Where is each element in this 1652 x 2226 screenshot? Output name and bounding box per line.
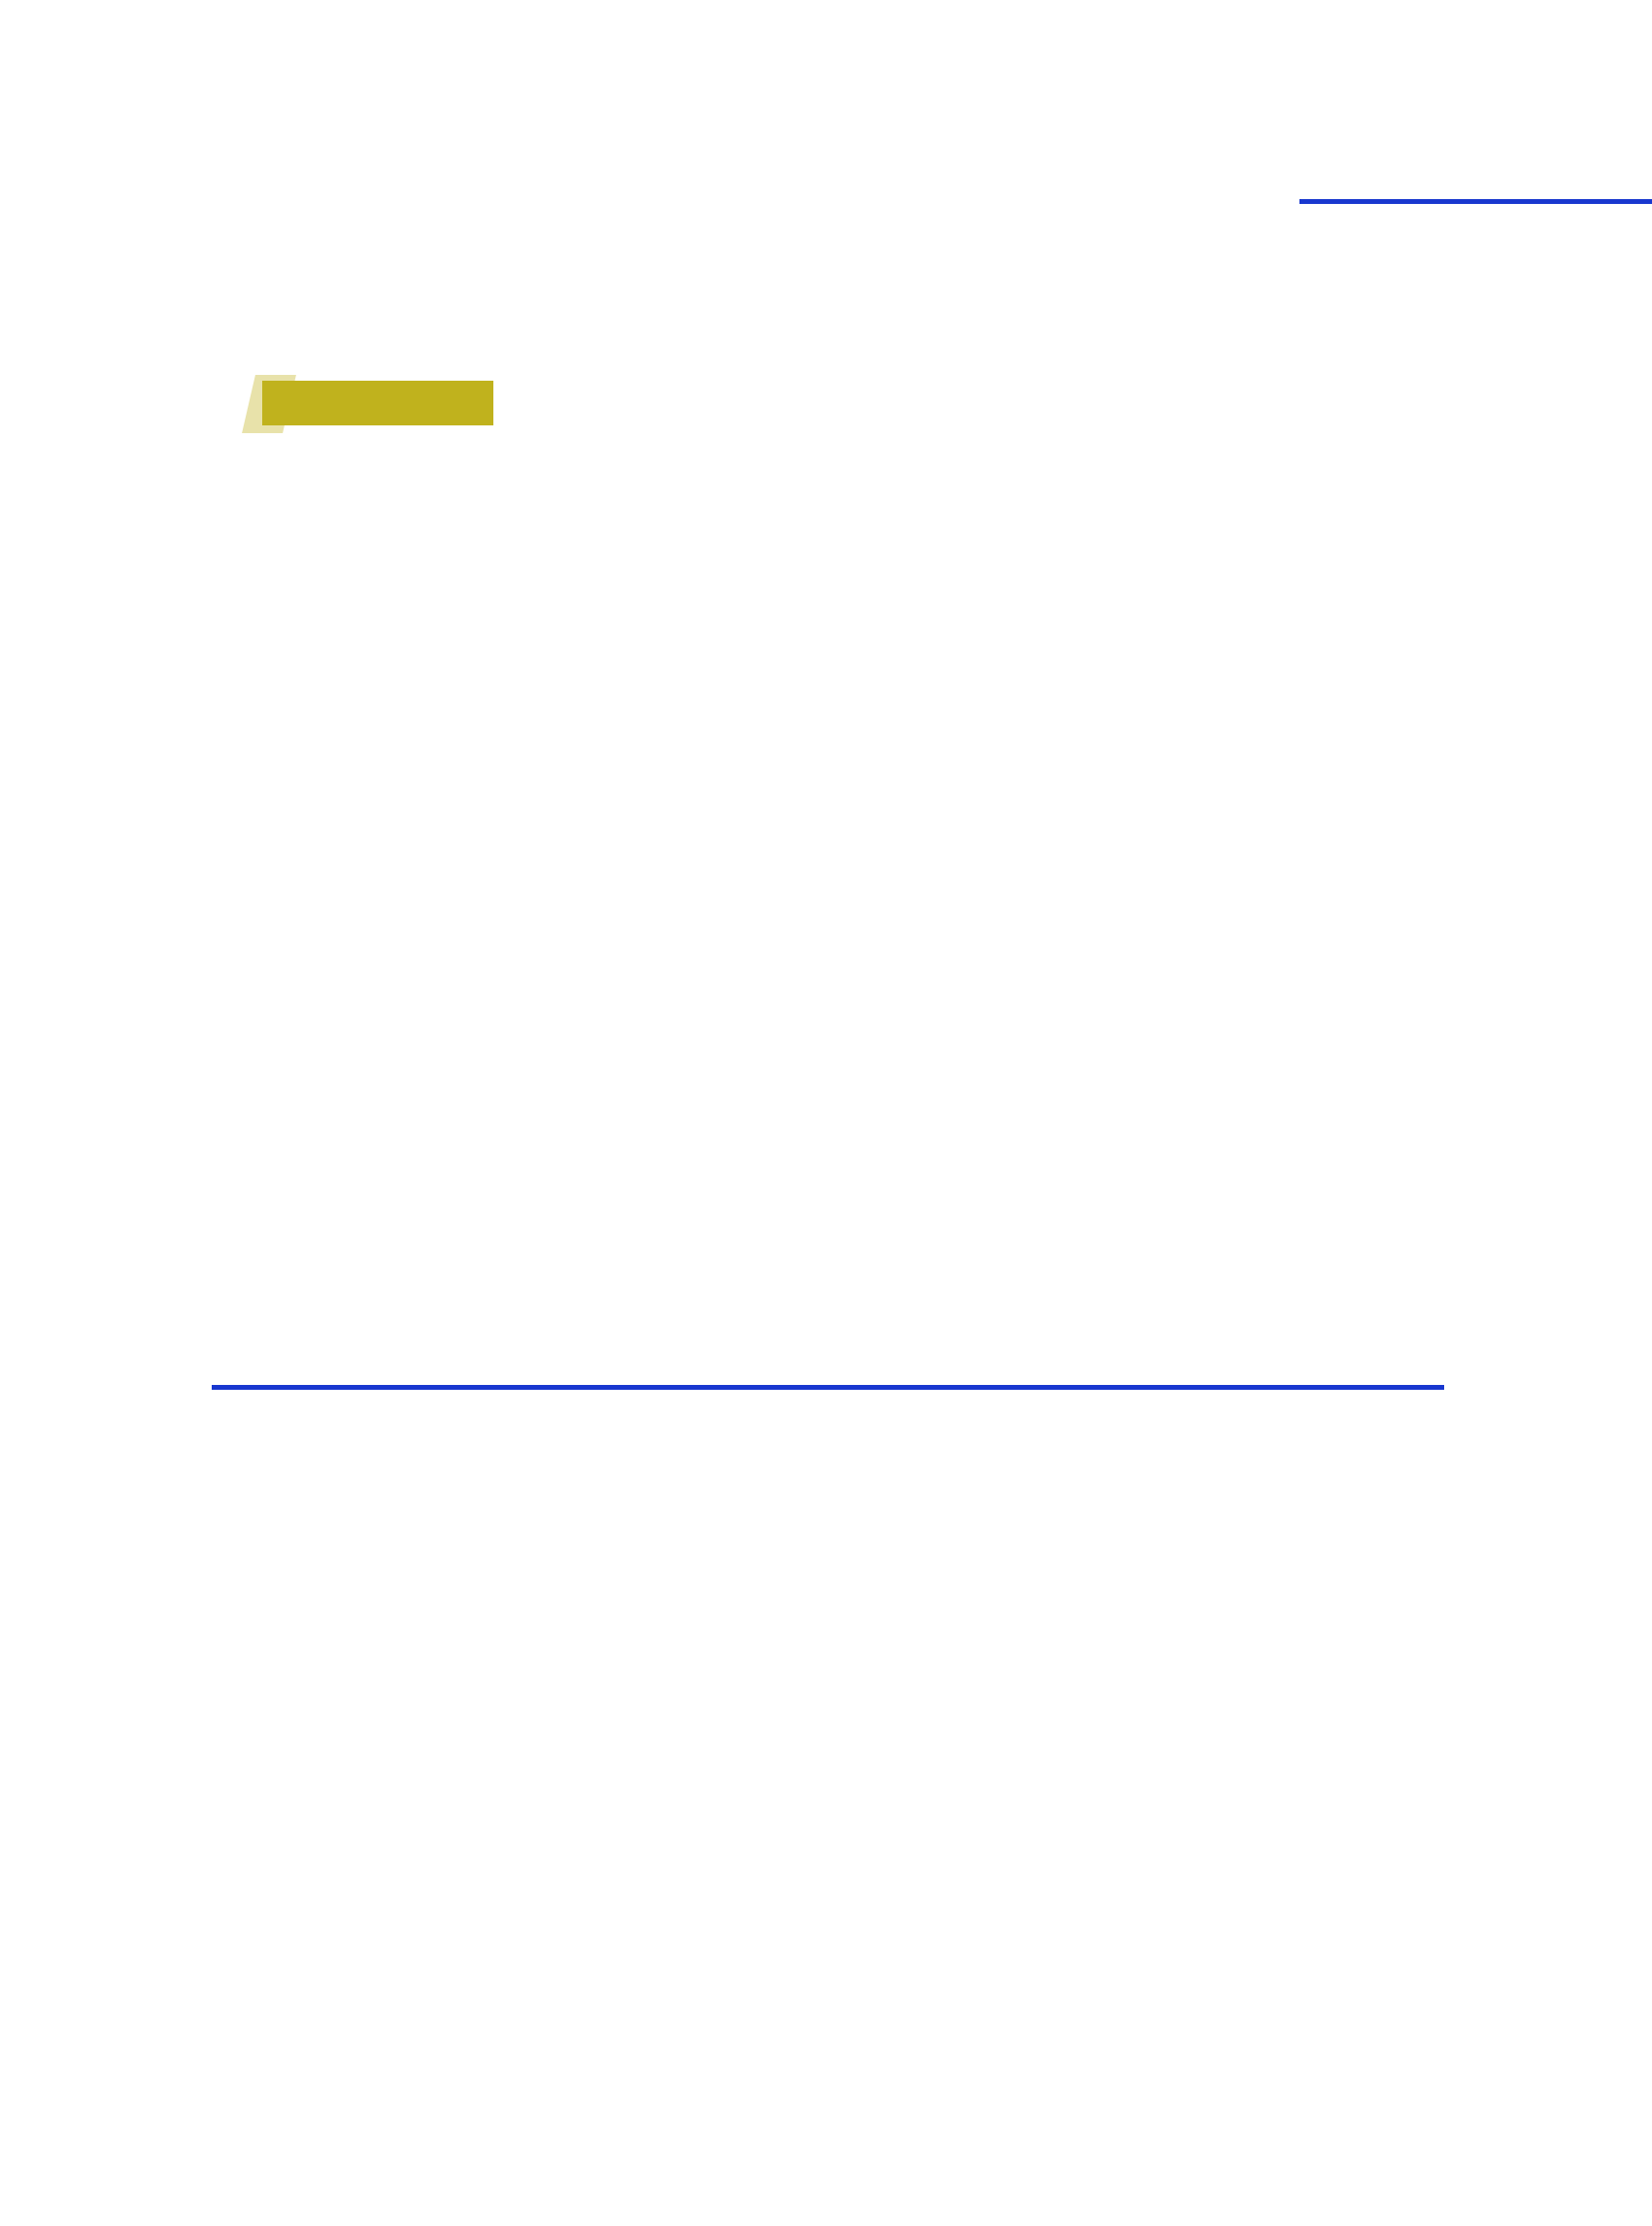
article-headline	[270, 484, 363, 570]
section-badge	[241, 367, 513, 437]
masthead-underline	[1299, 199, 1652, 204]
section-badge-label	[262, 381, 493, 425]
employment-table	[212, 1387, 1444, 1390]
